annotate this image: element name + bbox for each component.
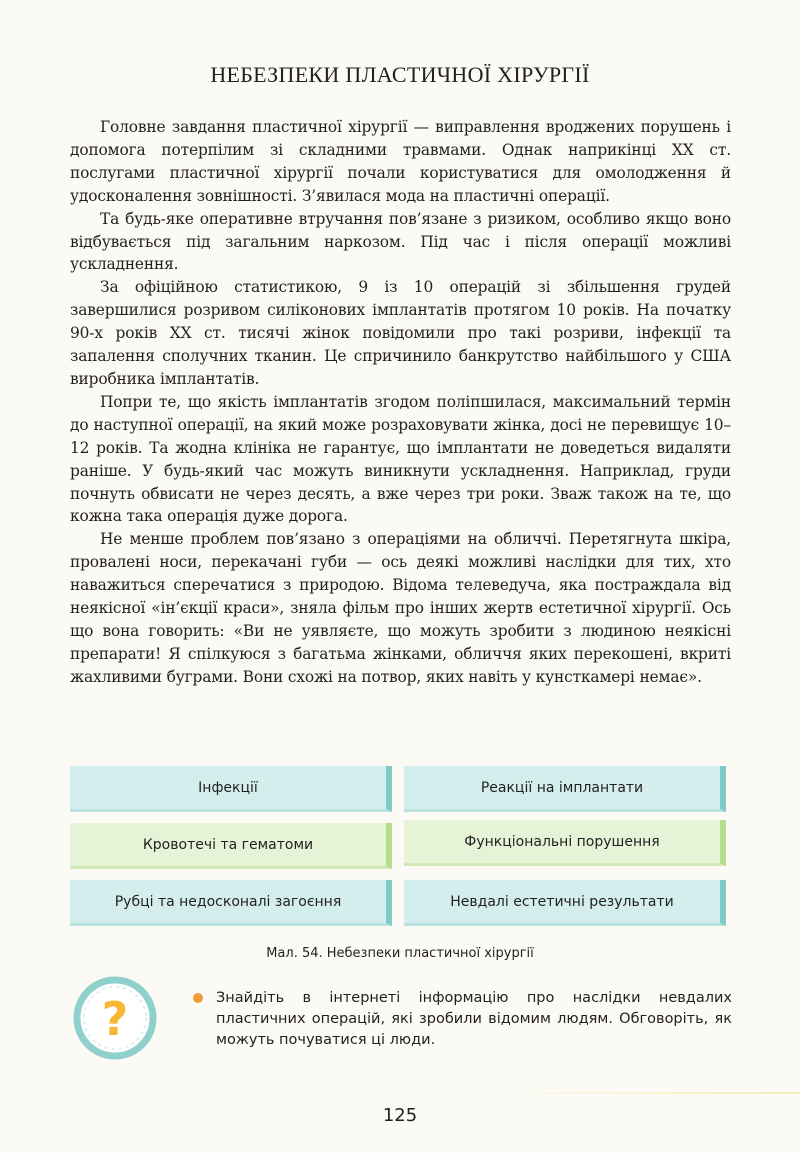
danger-box-aesthetic: Невдалі естетичні результати	[404, 880, 726, 926]
paragraph: Та будь-яке оперативне втручання пов’язане з ризиком, особливо якщо воно відбувається під загальним наркозом. Під час і після операції можливі ускладнення.	[70, 209, 731, 274]
question-mark-glyph: ?	[101, 992, 129, 1046]
danger-box-bleeding: Кровотечі та гематоми	[70, 823, 392, 869]
danger-box-implant-reactions: Реакції на імплантати	[404, 766, 726, 812]
figure-caption: Мал. 54. Небезпеки пластичної хірургії	[266, 946, 534, 961]
paragraph: Головне завдання пластичної хірургії — виправлення вроджених порушень і допомога потерпілим зі складними травмами. Однак наприкінці ХХ ст. послугами пластичної хірургії почали користуватися для омолодження й удосконалення зовнішності. З’явилася мода на пластичні операції.	[70, 118, 731, 205]
paragraph: За офіційною статистикою, 9 із 10 операцій зі збільшення грудей завершилися розривом силіконових імплантатів протягом 10 років. На початку 90-х років ХХ ст. тисячі жінок повідомили про такі розриви, інфекції та запалення сполучних тканин. Це спричинило банкрутство найбільшого у США виробника імплантатів.	[70, 278, 731, 388]
page-number: 125	[382, 1105, 418, 1126]
dangers-diagram	[70, 766, 732, 928]
paragraph: Не менше проблем пов’язано з операціями на обличчі. Перетягнута шкіра, провалені носи, перекачані губи — ось деякі можливі наслідки для тих, хто наважиться сперечатися з природою. Відома телеведуча, яка постраждала від неякісної «ін’єкції краси», зняла фільм про інших жертв естетичної хірургії. Ось що вона говорить: «Ви не уявляєте, що можуть зробити з людиною неякісні препарати! Я спілкуюся з багатьма жінками, обличчя яких перекошені, вкриті жахливими буграми. Вони схожі на потвор, яких навіть у кунсткамері немає».	[70, 530, 731, 686]
question-mark-icon	[72, 975, 158, 1061]
decorative-line	[470, 1092, 800, 1094]
body-text	[70, 116, 731, 689]
danger-box-functional: Функціональні порушення	[404, 820, 726, 866]
danger-box-scars: Рубці та недосконалі загоєння	[70, 880, 392, 926]
bullet-icon	[193, 993, 203, 1003]
page-title: НЕБЕЗПЕКИ ПЛАСТИЧНОЇ ХІРУРГІЇ	[210, 62, 590, 87]
danger-box-infections: Інфекції	[70, 766, 392, 812]
task-text: Знайдіть в інтернеті інформацію про наслідки невдалих пластичних операцій, які зробили відомим людям. Обговоріть, як можуть почуватися ці люди.	[216, 990, 732, 1048]
paragraph: Попри те, що якість імплантатів згодом поліпшилася, максимальний термін до наступної операції, на який може розраховувати жінка, досі не перевищує 10–12 років. Та жодна клініка не гарантує, що імплантати не доведеться видаляти раніше. У будь-який час можуть виникнути ускладнення. Наприклад, груди почнуть обвисати не через десять, а вже через три роки. Зваж також на те, що кожна така операція дуже дорога.	[70, 392, 731, 526]
